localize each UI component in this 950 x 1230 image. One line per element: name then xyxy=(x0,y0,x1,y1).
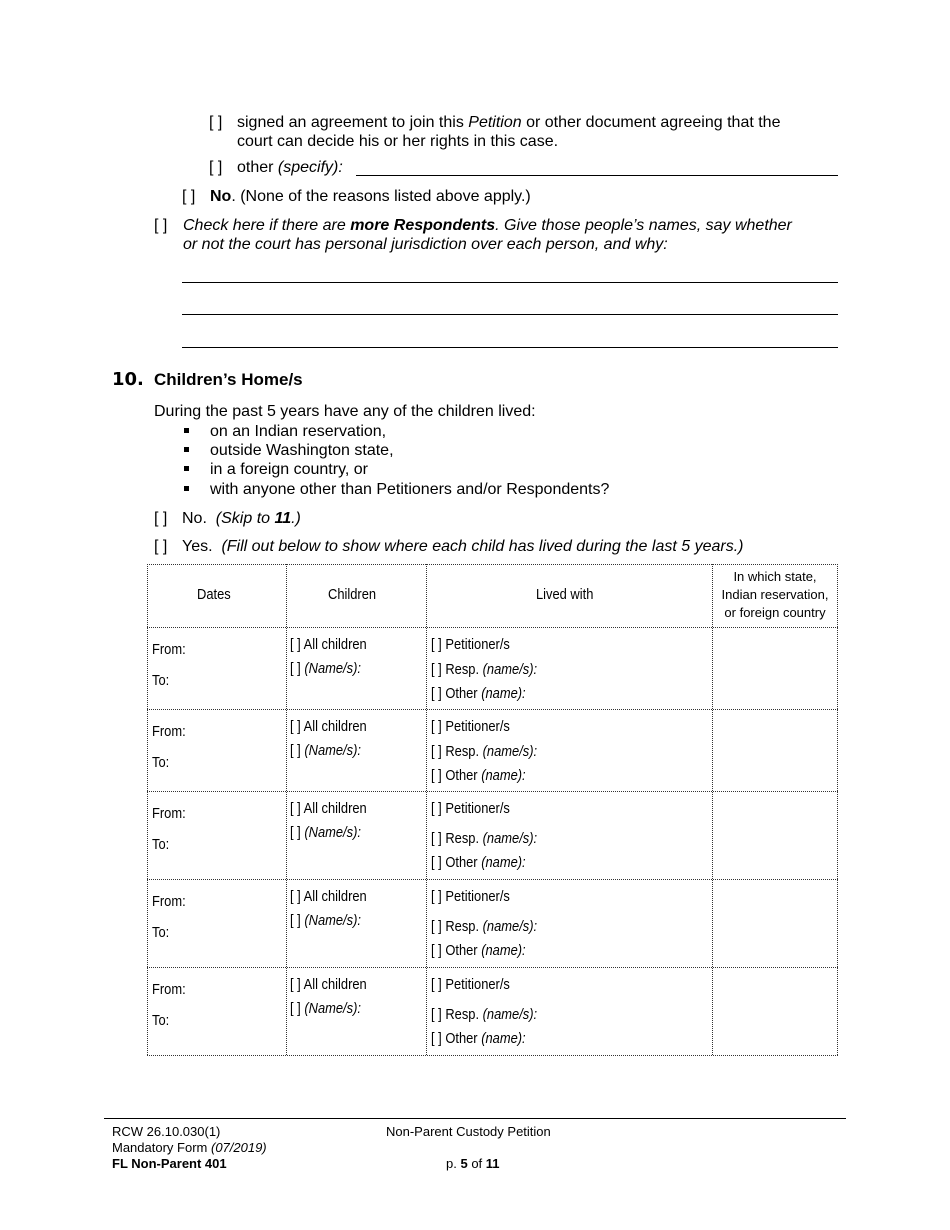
signed-agreement-text-line2: court can decide his or her rights in this case. xyxy=(237,133,559,150)
respondents-line-3[interactable] xyxy=(182,347,838,348)
from-label[interactable]: From: xyxy=(152,641,186,658)
checkbox[interactable]: [ ] xyxy=(209,114,223,131)
to-label[interactable]: To: xyxy=(152,754,170,771)
all-children-option[interactable]: [ ] All children xyxy=(290,888,367,905)
petitioner-option[interactable]: [ ] Petitioner/s xyxy=(431,636,510,653)
location-cell[interactable] xyxy=(713,879,837,967)
skip-no-label: No. (Skip to 11.) xyxy=(182,510,301,527)
from-label[interactable]: From: xyxy=(152,981,186,998)
children-names-option[interactable]: [ ] (Name/s): xyxy=(290,912,361,929)
footer-page-number: p. 5 of 11 xyxy=(446,1156,500,1171)
footer-rcw: RCW 26.10.030(1) xyxy=(112,1124,221,1139)
signed-agreement-text: signed an agreement to join this Petition or other document agreeing that the xyxy=(237,114,781,131)
header-lived-with: Lived with xyxy=(535,586,594,603)
petitioner-option[interactable]: [ ] Petitioner/s xyxy=(431,718,510,735)
children-names-option[interactable]: [ ] (Name/s): xyxy=(290,1000,361,1017)
respondent-option[interactable]: [ ] Resp. (name/s): xyxy=(431,1006,538,1023)
from-label[interactable]: From: xyxy=(152,723,186,740)
section-number: 10. xyxy=(112,369,144,390)
children-names-option[interactable]: [ ] (Name/s): xyxy=(290,824,361,841)
respondent-option[interactable]: [ ] Resp. (name/s): xyxy=(431,743,538,760)
other-person-option[interactable]: [ ] Other (name): xyxy=(431,854,526,871)
header-dates: Dates xyxy=(196,586,231,603)
bullet-icon xyxy=(184,486,189,491)
residence-table xyxy=(147,564,838,1055)
other-person-option[interactable]: [ ] Other (name): xyxy=(431,767,526,784)
footer-form-id: FL Non-Parent 401 xyxy=(112,1156,227,1171)
location-cell[interactable] xyxy=(713,967,837,1055)
location-cell[interactable] xyxy=(713,709,837,791)
other-specify-line[interactable] xyxy=(356,175,838,176)
header-location: In which state, Indian reservation, or foreign country xyxy=(721,569,829,620)
from-label[interactable]: From: xyxy=(152,893,186,910)
no-option-label: No. (None of the reasons listed above apply.) xyxy=(210,188,531,205)
all-children-option[interactable]: [ ] All children xyxy=(290,718,367,735)
to-label[interactable]: To: xyxy=(152,1012,170,1029)
checkbox[interactable]: [ ] xyxy=(154,217,168,234)
section-title: Children’s Home/s xyxy=(154,370,303,389)
respondent-option[interactable]: [ ] Resp. (name/s): xyxy=(431,661,538,678)
footer-mandatory: Mandatory Form (07/2019) xyxy=(112,1140,267,1155)
checkbox[interactable]: [ ] xyxy=(209,159,223,176)
respondents-line-1[interactable] xyxy=(182,282,838,283)
header-children: Children xyxy=(328,586,377,603)
location-cell[interactable] xyxy=(713,627,837,709)
children-names-option[interactable]: [ ] (Name/s): xyxy=(290,660,361,677)
all-children-option[interactable]: [ ] All children xyxy=(290,636,367,653)
checkbox[interactable]: [ ] xyxy=(154,538,168,555)
other-option xyxy=(209,158,222,177)
signed-agreement-option xyxy=(209,113,222,132)
bullet-item: in a foreign country, or xyxy=(210,461,369,478)
respondent-option[interactable]: [ ] Resp. (name/s): xyxy=(431,918,538,935)
petitioner-option[interactable]: [ ] Petitioner/s xyxy=(431,976,510,993)
petitioner-option[interactable]: [ ] Petitioner/s xyxy=(431,800,510,817)
other-option-label: other (specify): xyxy=(237,159,343,176)
all-children-option[interactable]: [ ] All children xyxy=(290,800,367,817)
bullet-icon xyxy=(184,447,189,452)
bullet-icon xyxy=(184,428,189,433)
other-person-option[interactable]: [ ] Other (name): xyxy=(431,942,526,959)
from-label[interactable]: From: xyxy=(152,805,186,822)
other-person-option[interactable]: [ ] Other (name): xyxy=(431,685,526,702)
to-label[interactable]: To: xyxy=(152,672,170,689)
yes-option-label: Yes. (Fill out below to show where each child has lived during the last 5 years.) xyxy=(182,538,744,555)
section-intro: During the past 5 years have any of the children lived: xyxy=(154,403,536,420)
skip-no-option xyxy=(154,509,167,528)
bullet-item: with anyone other than Petitioners and/or Respondents? xyxy=(210,481,610,498)
children-names-option[interactable]: [ ] (Name/s): xyxy=(290,742,361,759)
checkbox[interactable]: [ ] xyxy=(154,510,168,527)
other-person-option[interactable]: [ ] Other (name): xyxy=(431,1030,526,1047)
footer-rule xyxy=(104,1118,846,1119)
bullet-icon xyxy=(184,466,189,471)
footer-doc-title: Non-Parent Custody Petition xyxy=(386,1124,551,1139)
location-cell[interactable] xyxy=(713,791,837,879)
bullet-item: outside Washington state, xyxy=(210,442,394,459)
all-children-option[interactable]: [ ] All children xyxy=(290,976,367,993)
bullet-item: on an Indian reservation, xyxy=(210,423,387,440)
respondent-option[interactable]: [ ] Resp. (name/s): xyxy=(431,830,538,847)
no-option xyxy=(182,187,195,206)
more-respondents-option xyxy=(154,216,167,235)
more-respondents-text: Check here if there are more Respondents. Give those people’s names, say whether xyxy=(183,217,792,234)
to-label[interactable]: To: xyxy=(152,836,170,853)
more-respondents-text-line2: or not the court has personal jurisdiction over each person, and why: xyxy=(183,236,668,253)
respondents-line-2[interactable] xyxy=(182,314,838,315)
to-label[interactable]: To: xyxy=(152,924,170,941)
checkbox[interactable]: [ ] xyxy=(182,188,196,205)
yes-option xyxy=(154,537,167,556)
petitioner-option[interactable]: [ ] Petitioner/s xyxy=(431,888,510,905)
